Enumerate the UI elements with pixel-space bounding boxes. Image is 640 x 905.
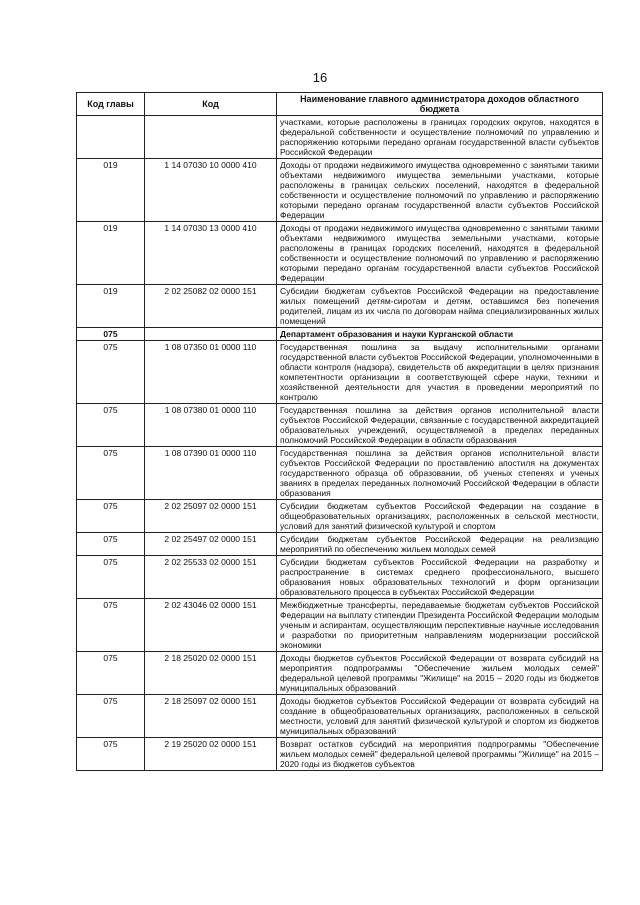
cell-chapter-code: 075 [77,404,145,447]
cell-code: 2 02 43046 02 0000 151 [145,599,277,652]
cell-chapter-code: 075 [77,738,145,771]
cell-administrator-name: Доходы бюджетов субъектов Российской Федерации от возврата субсидий на создание в общеобразовательных организациях, расположенных в сельской местности, условий для занятий физической культурой и спортом из бюджетов муниципальных образований [277,695,603,738]
cell-chapter-code: 075 [77,533,145,556]
cell-code: 2 02 25082 02 0000 151 [145,285,277,328]
cell-chapter-code: 075 [77,695,145,738]
table-row [77,738,603,771]
cell-code: 1 08 07380 01 0000 110 [145,404,277,447]
cell-administrator-name: Субсидии бюджетам субъектов Российской Федерации на разработку и распространение в системах среднего профессионального, высшего образования новых образовательных технологий и форм организации образовательного процесса в субъектах Российской Федерации [277,556,603,599]
cell-administrator-name: Доходы бюджетов субъектов Российской Федерации от возврата субсидий на мероприятия подпрограммы "Обеспечение жильем молодых семей" федеральной целевой программы "Жилище" на 2015 – 2020 годы из бюджетов муниципальных образований [277,652,603,695]
cell-administrator-name: Возврат остатков субсидий на мероприятия подпрограммы "Обеспечение жильем молодых семей" федеральной целевой программы "Жилище" на 2015 – 2020 годы из бюджетов субъектов [277,738,603,771]
cell-chapter-code: 075 [77,599,145,652]
cell-administrator-name: Субсидии бюджетам субъектов Российской Федерации на предоставление жилых помещений детям-сиротам и детям, оставшимся без попечения родителей, лицам из их числа по договорам найма специализированных жилых помещений [277,285,603,328]
cell-chapter-code: 075 [77,556,145,599]
cell-chapter-code: 075 [77,500,145,533]
cell-code [145,328,277,341]
header-chapter-code: Код главы [77,93,145,116]
cell-administrator-name: участками, которые расположены в границах городских округов, находятся в федеральной собственности и осуществление полномочий по управлению и распоряжению которыми передано органам государственной власти субъектов Российской Федерации [277,116,603,159]
cell-administrator-name: Департамент образования и науки Курганской области [277,328,603,341]
cell-code: 2 18 25097 02 0000 151 [145,695,277,738]
cell-chapter-code: 075 [77,447,145,500]
cell-administrator-name: Доходы от продажи недвижимого имущества одновременно с занятыми такими объектами недвижимого имущества земельными участками, которые расположены в границах сельских поселений, находятся в федеральной собственности и осуществление полномочий по управлению и распоряжению которыми передано органам государственной власти субъектов Российской Федерации [277,159,603,222]
table-row [77,341,603,404]
cell-administrator-name: Государственная пошлина за выдачу исполнительными органами государственной власти субъектов Российской Федерации, уполномоченными в области контроля (надзора), свидетельств об аккредитации в целях признания компетентности организации в соответствующей сфере науки, техники и хозяйственной деятельности для участия в проведении мероприятий по контролю [277,341,603,404]
table-row [77,404,603,447]
table-row [77,556,603,599]
cell-code: 2 18 25020 02 0000 151 [145,652,277,695]
header-code: Код [145,93,277,116]
cell-code: 1 08 07390 01 0000 110 [145,447,277,500]
cell-administrator-name: Субсидии бюджетам субъектов Российской Федерации на реализацию мероприятий по обеспечению жильем молодых семей [277,533,603,556]
cell-chapter-code [77,116,145,159]
cell-code [145,116,277,159]
revenue-administrators-table [76,92,603,771]
cell-code: 1 14 07030 13 0000 410 [145,222,277,285]
cell-code: 2 19 25020 02 0000 151 [145,738,277,771]
table-row [77,285,603,328]
cell-administrator-name: Субсидии бюджетам субъектов Российской Федерации на создание в общеобразовательных организациях, расположенных в сельской местности, условий для занятий физической культурой и спортом [277,500,603,533]
cell-administrator-name: Доходы от продажи недвижимого имущества одновременно с занятыми такими объектами недвижимого имущества земельными участками, которые расположены в границах городских поселений, находятся в федеральной собственности и осуществление полномочий по управлению и распоряжению которыми передано органам государственной власти субъектов Российской Федерации [277,222,603,285]
table-row [77,533,603,556]
cell-code: 2 02 25097 02 0000 151 [145,500,277,533]
cell-administrator-name: Межбюджетные трансферты, передаваемые бюджетам субъектов Российской Федерации на выплату стипендии Президента Российской Федерации молодым ученым и аспирантам, осуществляющим перспективные научные исследования и разработки по приоритетным направлениям модернизации российской экономики [277,599,603,652]
table-row [77,116,603,159]
cell-chapter-code: 075 [77,341,145,404]
table-row [77,222,603,285]
cell-chapter-code: 075 [77,328,145,341]
table-row [77,447,603,500]
table-row [77,599,603,652]
cell-code: 2 02 25533 02 0000 151 [145,556,277,599]
cell-chapter-code: 075 [77,652,145,695]
cell-code: 2 02 25497 02 0000 151 [145,533,277,556]
table-row [77,159,603,222]
cell-code: 1 14 07030 10 0000 410 [145,159,277,222]
table-row-department [77,328,603,341]
cell-administrator-name: Государственная пошлина за действия органов исполнительной власти субъектов Российской Федерации по проставлению апостиля на документах государственного образца об образовании, об ученых степенях и ученых званиях в пределах переданных полномочий Российской Федерации в области образования [277,447,603,500]
table-row [77,652,603,695]
cell-code: 1 08 07350 01 0000 110 [145,341,277,404]
cell-chapter-code: 019 [77,222,145,285]
table-header-row [77,93,603,116]
cell-chapter-code: 019 [77,285,145,328]
cell-chapter-code: 019 [77,159,145,222]
table-row [77,695,603,738]
header-administrator-name: Наименование главного администратора доходов областного бюджета [277,93,603,116]
page-number: 16 [312,70,328,85]
cell-administrator-name: Государственная пошлина за действия органов исполнительной власти субъектов Российской Федерации, связанные с государственной аккредитацией образовательных учреждений, осуществляемой в пределах переданных полномочий Российской Федерации в области образования [277,404,603,447]
table-row [77,500,603,533]
